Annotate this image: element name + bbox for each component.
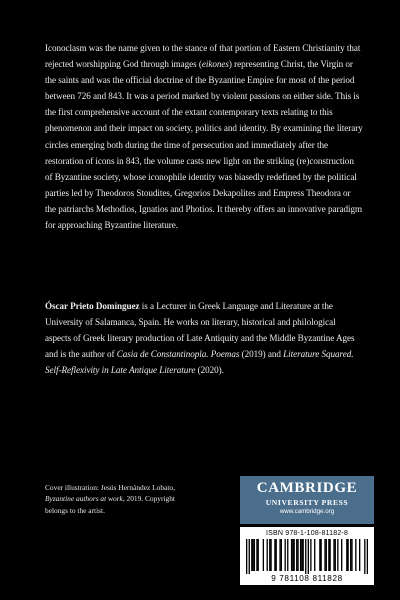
cover-credit xyxy=(45,482,195,516)
barcode-bar xyxy=(326,539,327,571)
publisher-subtitle: UNIVERSITY PRESS xyxy=(265,498,349,507)
barcode-bar xyxy=(256,539,257,571)
barcode-bar xyxy=(303,539,304,571)
credit-text-1: Cover illustration: Jesús Hernández Lobato, xyxy=(45,483,175,492)
barcode-bar xyxy=(364,539,365,574)
barcode-bar xyxy=(300,539,301,571)
barcode-bar xyxy=(329,539,330,571)
barcode-bar xyxy=(328,539,329,571)
barcode-bar xyxy=(294,539,295,571)
barcode-bar xyxy=(351,539,352,571)
author-bio xyxy=(45,298,363,378)
isbn-barcode xyxy=(240,527,374,585)
publisher-url: www.cambridge.org xyxy=(279,508,335,515)
barcode-bar xyxy=(337,539,338,571)
barcode-bar xyxy=(333,539,334,571)
barcode-bar xyxy=(274,539,275,571)
barcode-bar xyxy=(279,539,280,571)
barcode-bar xyxy=(347,539,348,571)
publisher-logo xyxy=(240,476,374,524)
barcode-bar xyxy=(319,539,320,571)
barcode-bar xyxy=(287,539,288,571)
barcode-bar xyxy=(314,539,315,571)
barcode-bar xyxy=(335,539,336,571)
barcode-bar xyxy=(305,539,306,574)
barcode-bar xyxy=(301,539,302,571)
barcode-bar xyxy=(324,539,325,571)
barcode-bar xyxy=(359,539,360,571)
barcode-bar xyxy=(355,539,356,571)
barcode-bar xyxy=(263,539,264,571)
credit-artwork: Byzantine authors at work xyxy=(45,494,123,504)
barcode-bar xyxy=(276,539,277,571)
barcode-bar xyxy=(346,539,347,571)
barcode-icon xyxy=(246,539,368,574)
barcode-bar xyxy=(246,539,247,574)
barcode-bar xyxy=(320,539,321,571)
barcode-bar xyxy=(252,539,253,571)
bio-text-1: is a Lecturer in Greek Language and Literature at the University of Salamanca, Spain. He works on literary, historical and philological aspects of Greek literary production of Late Antiquity and the Middle Byzantine Ages and is the author of xyxy=(45,301,355,360)
barcode-bar xyxy=(254,539,255,571)
barcode-digits: 9 781108 811828 xyxy=(271,574,343,583)
bio-text-3: (2020). xyxy=(195,365,224,376)
barcode-bar xyxy=(310,539,311,571)
barcode-bar xyxy=(249,539,250,574)
barcode-bar xyxy=(267,539,268,571)
blurb-eikones: eikones xyxy=(201,59,229,70)
barcode-bar xyxy=(350,539,351,571)
barcode-bar xyxy=(297,539,298,571)
barcode-bar xyxy=(341,539,342,571)
bio-work-1: Casia de Constantinopla. Poemas xyxy=(116,349,240,360)
credit-text-2: , 2019. Copyright belongs to the artist. xyxy=(45,494,175,515)
author-name: Óscar Prieto Domínguez xyxy=(45,301,140,311)
bio-work-2: Literature Squared. Self-Reflexivity in Late Antique Literature xyxy=(45,349,354,376)
book-description xyxy=(45,40,363,233)
barcode-bar xyxy=(251,539,252,571)
barcode-bar xyxy=(308,539,309,574)
barcode-bar xyxy=(269,539,270,571)
blurb-text-1: Iconoclasm was the name given to the stance of that portion of Eastern Christianity that rejected worshipping God through images ( xyxy=(45,43,361,70)
isbn-label: ISBN 978-1-108-81182-8 xyxy=(265,530,349,537)
barcode-bar xyxy=(367,539,368,574)
barcode-bar xyxy=(291,539,292,571)
barcode-bar xyxy=(281,539,282,571)
blurb-text-2: ) representing Christ, the Virgin or the saints and was the official doctrine of the Byzantine Empire for most of the period between 726 and 843. It was a period marked by violent passions on either side. This is the first comprehensive account of the extant contemporary texts relating to this phenomenon and their impact on society, politics and identity. By examining the literary circles emerging both during the time of persecution and immediately after the restoration of icons in 843, the volume casts new light on the striking (re)construction of Byzantine society, whose iconophile identity was biasedly redefined by the political parties led by Theodoros Stoudites, Gregorios Dekapolites and Empress Theodora or the patriarchs Methodios, Ignatios and Photios. It thereby offers an innovative paradigm for approaching Byzantine literature. xyxy=(45,59,363,231)
publisher-name: CAMBRIDGE xyxy=(256,480,358,496)
barcode-bar xyxy=(296,539,297,571)
barcode-bar xyxy=(285,539,286,571)
barcode-bar xyxy=(258,539,259,571)
bio-text-2: (2019) and xyxy=(239,349,284,360)
barcode-bar xyxy=(292,539,293,571)
barcode-bar xyxy=(270,539,271,571)
